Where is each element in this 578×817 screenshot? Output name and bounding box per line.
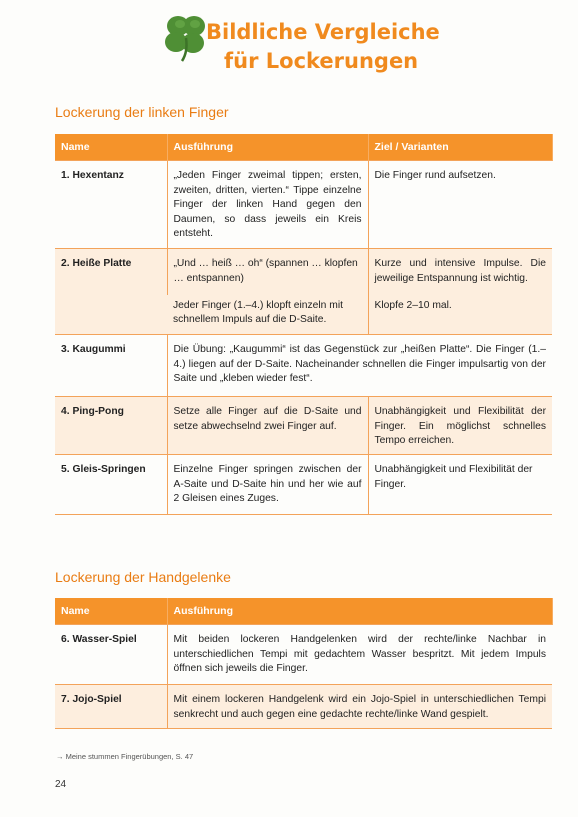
table-row: [55, 397, 552, 455]
footnote: → Meine stummen Fingerübungen, S. 47: [56, 752, 194, 761]
row-ausfuehrung: Mit einem lockeren Handgelenk wird ein Jojo-Spiel in unterschiedlichen Tempi senkrecht und auch gegen eine gedachte rechte/linke Wand gespielt.: [167, 685, 552, 729]
section-heading-fingers: Lockerung der linken Finger: [55, 104, 229, 120]
row-ausfuehrung: Die Übung: „Kaugummi“ ist das Gegenstück zur „heißen Platte“. Die Finger (1.–4.) liegen auf der D-Saite. Nacheinander schnellen die Finger impulsartig von der Saite und „kleben wieder fest“.: [167, 335, 552, 397]
column-header-ausfuehrung: Ausführung: [167, 598, 552, 625]
row-name: 3. Kaugummi: [55, 335, 167, 397]
row-name: 4. Ping-Pong: [55, 397, 167, 455]
table-header-row: [55, 598, 552, 625]
row-ausfuehrung: Einzelne Finger springen zwischen der A-Saite und D-Saite hin und her wie auf 2 Gleisen eines Zuges.: [167, 455, 368, 515]
section-heading-handgelenke: Lockerung der Handgelenke: [55, 569, 231, 585]
row-name: 5. Gleis-Springen: [55, 455, 167, 515]
table-row: [55, 249, 552, 295]
row-name: 6. Wasser-Spiel: [55, 625, 167, 685]
column-header-ausfuehrung: Ausführung: [167, 134, 368, 161]
handgelenke-table: [55, 598, 553, 729]
table-header-row: [55, 134, 552, 161]
row-ziel: Unabhängigkeit und Flexibilität der Finger.: [368, 455, 552, 515]
row-ausfuehrung: Setze alle Finger auf die D-Saite und setze abwechselnd zwei Finger auf.: [167, 397, 368, 455]
row-name: 1. Hexentanz: [55, 161, 167, 249]
table-row: [55, 335, 552, 397]
row-name: 2. Heiße Platte: [55, 249, 167, 335]
column-header-name: Name: [55, 134, 167, 161]
page-number: 24: [55, 779, 67, 790]
column-header-ziel: Ziel / Varianten: [368, 134, 552, 161]
row-ziel: Die Finger rund aufsetzen.: [368, 161, 552, 249]
row-ziel: Klopfe 2–10 mal.: [368, 295, 552, 335]
row-ausfuehrung: „Jeden Finger zweimal tippen; ersten, zweiten, dritten, vierten.“ Tippe einzelne Finger der linken Hand gegen den Daumen, so dass jeweils ein Kreis entsteht.: [167, 161, 368, 249]
page-title: [206, 18, 440, 76]
fingers-table: [55, 134, 553, 515]
table-row: [55, 685, 552, 729]
title-line-2: für Lockerungen: [224, 49, 419, 73]
column-header-name: Name: [55, 598, 167, 625]
row-ziel: Kurze und intensive Impulse. Die jeweilige Entspannung ist wichtig.: [368, 249, 552, 295]
title-line-1: Bildliche Vergleiche: [206, 20, 440, 44]
row-ausfuehrung: Jeder Finger (1.–4.) klopft einzeln mit schnellem Impuls auf die D-Saite.: [167, 295, 368, 335]
table-row: [55, 161, 552, 249]
row-ziel: Unabhängigkeit und Flexibilität der Finger. Ein möglichst schnelles Tempo erreichen.: [368, 397, 552, 455]
row-ausfuehrung: „Und … heiß … oh“ (spannen … klopfen … entspannen): [167, 249, 368, 295]
table-row: [55, 625, 552, 685]
row-ausfuehrung: Mit beiden lockeren Handgelenken wird der rechte/linke Nachbar in unterschiedlichen Tempi mit gedachtem Wasser bespritzt. Mit jedem Impuls öffnen sich jeweils die Finger.: [167, 625, 552, 685]
table-row: [55, 455, 552, 515]
row-name: 7. Jojo-Spiel: [55, 685, 167, 729]
